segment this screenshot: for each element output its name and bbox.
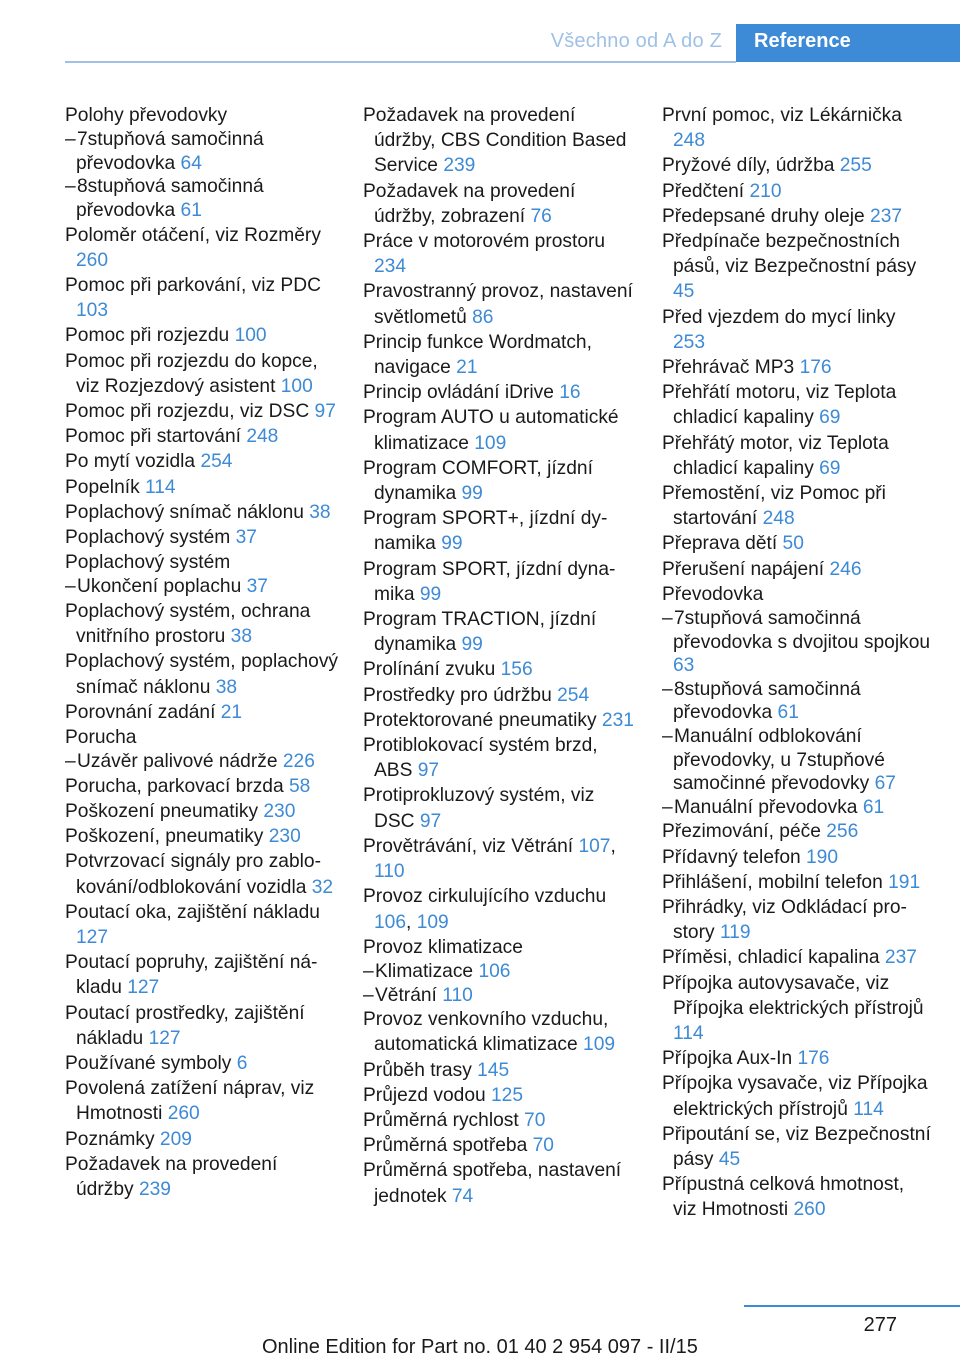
index-column-1 [65, 103, 340, 1202]
page-ref-link[interactable]: 38 [309, 501, 331, 523]
index-entry [662, 229, 932, 305]
index-entry [65, 273, 340, 323]
entry-term: Poutací popruhy, zajištění nákladu [65, 952, 318, 999]
index-entry [662, 819, 932, 844]
entry-term: Předepsané druhy oleje [662, 205, 865, 227]
page-ref-link[interactable]: 50 [782, 533, 804, 555]
index-entry [662, 945, 932, 970]
index-entry [662, 431, 932, 481]
page-ref-link[interactable]: 37 [246, 576, 268, 598]
entry-term: Program SPORT+, jízdní dynamika [363, 508, 608, 555]
entry-term: Manuální odblokování převodovky, u 7stupňové samočinné převodovky [673, 726, 885, 795]
index-entry [65, 1001, 340, 1051]
index-entry [662, 582, 932, 607]
page-ref-link[interactable]: 45 [718, 1149, 741, 1171]
page-ref-link[interactable]: 37 [235, 527, 257, 549]
page-ref-link[interactable]: 107 [578, 835, 611, 857]
page-ref-link[interactable]: 237 [870, 205, 903, 227]
entry-term: Protiblokovací systém brzd, ABS [363, 735, 598, 782]
entry-term: Převodovka [662, 583, 764, 605]
entry-term: Používané symboly [65, 1053, 232, 1075]
index-entry [662, 380, 932, 430]
entry-term: Přehřátí motoru, viz Teplota chladicí kapaliny [662, 382, 897, 429]
page-ref-link[interactable]: 97 [314, 401, 336, 422]
page-ref-link[interactable]: 109 [474, 432, 507, 454]
page-ref-link[interactable]: 260 [167, 1103, 200, 1125]
entry-term: Pryžové díly, údržba [662, 155, 835, 177]
dash-marker: – [662, 608, 673, 630]
page-ref-link[interactable]: 61 [862, 796, 885, 818]
index-subentry [662, 607, 932, 678]
entry-term: Přihrádky, viz Odkládací prostory [662, 897, 907, 944]
page-ref-link[interactable]: 125 [491, 1084, 524, 1106]
entry-term: Porucha [65, 727, 137, 749]
index-entry [662, 531, 932, 556]
page-ref-link[interactable]: 127 [127, 977, 160, 999]
entry-term: Povolená zatížení náprav, viz Hmotnosti [65, 1078, 315, 1125]
page-ref-link[interactable]: 110 [374, 861, 405, 883]
index-entry [363, 405, 638, 455]
index-subentry [65, 175, 340, 222]
page-ref-link[interactable]: 253 [673, 331, 706, 353]
entry-term: Poplachový snímač náklonu [65, 501, 304, 523]
index-entry [662, 1071, 932, 1121]
index-entry [662, 355, 932, 380]
page-ref-link[interactable]: 6 [236, 1053, 248, 1075]
entry-term: Požadavek na provedení údržby [65, 1153, 278, 1201]
entry-term: Příměsi, chladicí kapalina [662, 947, 880, 969]
entry-term: Provoz venkovního vzduchu, automatická klimatizace [363, 1009, 609, 1056]
index-entry [65, 550, 340, 575]
entry-term: Poplachový systém [65, 527, 231, 549]
page-ref-link[interactable]: 127 [148, 1027, 181, 1049]
index-subentry [662, 725, 932, 796]
entry-term: Poznámky [65, 1128, 155, 1150]
dash-marker: – [65, 129, 76, 151]
page-ref-link[interactable]: 21 [220, 701, 243, 723]
index-entry [662, 179, 932, 204]
dash-marker: – [65, 576, 76, 598]
index-entry [65, 599, 340, 649]
page-ref-link[interactable]: 99 [419, 583, 442, 605]
index-entry [363, 708, 638, 733]
page-ref-link[interactable]: 45 [673, 281, 695, 303]
page-ref-link[interactable]: 254 [557, 684, 590, 706]
index-entry [65, 824, 340, 849]
index-entry [363, 1007, 638, 1057]
page-ref-link[interactable]: 210 [749, 180, 782, 202]
entry-term: Uzávěr palivové nádrže [77, 751, 278, 773]
index-entry [363, 683, 638, 708]
index-entry [65, 500, 340, 525]
index-entry [363, 279, 638, 329]
page-ref-link[interactable]: 61 [180, 199, 202, 221]
index-entry [662, 204, 932, 229]
page-ref-link[interactable]: 100 [234, 325, 267, 347]
entry-term: Přípojka vysavače, viz Přípojka elektrických přístrojů [662, 1073, 928, 1120]
index-entry [65, 774, 340, 799]
entry-term: Ukončení poplachu [77, 576, 242, 598]
index-entry [363, 1058, 638, 1083]
page-header [0, 0, 960, 64]
entry-term: Protiprokluzový systém, viz DSC [363, 785, 595, 832]
index-entry [363, 733, 638, 783]
page-ref-link[interactable]: 100 [280, 375, 313, 397]
page-ref-link[interactable]: 76 [530, 205, 552, 227]
index-entry [65, 649, 340, 699]
entry-term: Poplachový systém, poplachový snímač náklonu [65, 651, 339, 698]
entry-term: Pomoc při startování [65, 426, 241, 448]
page-ref-link[interactable]: 106 [478, 960, 511, 982]
index-entry [363, 884, 638, 934]
entry-term: Přehřátý motor, viz Teplota chladicí kapaliny [662, 432, 889, 479]
entry-term: Klimatizace [375, 960, 474, 982]
index-entry [363, 330, 638, 380]
entry-term: Program AUTO u automatické klimatizace [363, 407, 619, 454]
index-entry [662, 870, 932, 895]
index-entry [363, 607, 638, 657]
entry-term: Poplachový systém, ochrana vnitřního prostoru [65, 601, 311, 648]
header-rule [65, 61, 736, 63]
entry-term: Pomoc při rozjezdu [65, 325, 230, 347]
index-entry [363, 935, 638, 960]
entry-term: Program SPORT, jízdní dynamika [363, 558, 616, 605]
page-ref-link[interactable]: 127 [76, 927, 109, 949]
dash-marker: – [363, 960, 374, 982]
entry-term: Práce v motorovém prostoru [363, 231, 606, 253]
page-ref-link[interactable]: 67 [874, 773, 896, 795]
entry-term: Přípojka Aux-In [662, 1048, 793, 1070]
index-entry [662, 971, 932, 1047]
entry-term: Poutací prostředky, zajištění nákladu [65, 1002, 305, 1049]
entry-term: Přemostění, viz Pomoc při startování [662, 483, 886, 530]
entry-term: Po mytí vozidla [65, 451, 196, 473]
entry-term: Princip funkce Wordmatch, navigace [363, 331, 592, 379]
page-number: 277 [863, 1314, 897, 1336]
entry-term: Požadavek na provedení údržby, CBS Condition Based Service [363, 105, 627, 177]
chapter-tab: Reference [736, 24, 960, 62]
entry-term: Poškození, pneumatiky [65, 826, 264, 848]
entry-term: 7stupňová samočinná převodovka [76, 129, 264, 174]
entry-term: Princip ovládání iDrive [363, 382, 554, 404]
index-entry [65, 525, 340, 550]
index-entry [65, 1152, 340, 1202]
index-entry [363, 1158, 638, 1208]
index-entry [65, 223, 340, 273]
index-entry [363, 229, 638, 279]
entry-term: Pomoc při rozjezdu do kopce, viz Rozjezdový asistent [65, 350, 318, 397]
entry-term: Pomoc při rozjezdu, viz DSC [65, 401, 310, 422]
page-ref-link[interactable]: 114 [853, 1098, 884, 1120]
page-ref-link[interactable]: 248 [673, 130, 706, 152]
index-entry [363, 834, 638, 884]
entry-term: Průjezd vodou [363, 1084, 486, 1106]
entry-term: Přídavný telefon [662, 846, 801, 868]
entry-term: Prolínání zvuku [363, 659, 496, 681]
index-entry [662, 103, 932, 153]
page-ref-link[interactable]: 176 [799, 357, 832, 379]
index-entry [363, 657, 638, 682]
entry-term: Průměrná spotřeba, nastavení jednotek [363, 1160, 622, 1207]
page-ref-link[interactable]: 103 [76, 300, 109, 322]
index-entry [662, 305, 932, 355]
page-ref-link[interactable]: 190 [806, 846, 839, 868]
entry-term: Předčtení [662, 180, 745, 202]
entry-term: Průměrná rychlost [363, 1109, 519, 1131]
index-entry [65, 475, 340, 500]
index-entry [65, 103, 340, 128]
page-ref-link[interactable]: 110 [442, 984, 473, 1006]
page-ref-link[interactable]: 69 [819, 457, 841, 479]
entry-term: Porovnání zadání [65, 701, 216, 723]
page-ref-link[interactable]: 255 [839, 155, 872, 177]
page-ref-link[interactable]: 248 [762, 508, 795, 530]
index-entry [65, 725, 340, 750]
index-entry [363, 557, 638, 607]
page-ref-link[interactable]: 256 [826, 821, 859, 843]
index-entry [662, 845, 932, 870]
entry-term: Přihlášení, mobilní telefon [662, 871, 883, 893]
edition-note: Online Edition for Part no. 01 40 2 954 097 - II/15 [262, 1336, 698, 1358]
index-entry [363, 380, 638, 405]
index-entry [662, 1122, 932, 1172]
entry-term: Připoutání se, viz Bezpečnostní pásy [662, 1123, 931, 1171]
page-ref-link[interactable]: 16 [559, 382, 581, 404]
index-entry [65, 849, 340, 899]
index-subentry [662, 678, 932, 725]
entry-term: Poškození pneumatiky [65, 801, 259, 823]
index-entry [662, 1046, 932, 1071]
page-ref-link[interactable]: 70 [532, 1135, 554, 1157]
entry-term: Přehrávač MP3 [662, 357, 795, 379]
page-separator: , [610, 835, 616, 857]
dash-marker: – [65, 751, 76, 773]
entry-term: Program COMFORT, jízdní dynamika [363, 457, 593, 505]
entry-term: Průběh trasy [363, 1059, 472, 1081]
page-ref-link[interactable]: 99 [461, 483, 483, 505]
page-ref-link[interactable]: 209 [159, 1128, 192, 1150]
index-entry [65, 323, 340, 348]
entry-term: Poutací oka, zajištění nákladu [65, 901, 320, 923]
entry-term: Přezimování, péče [662, 821, 821, 843]
index-entry [65, 950, 340, 1000]
entry-term: Poplachový systém [65, 552, 231, 574]
page-ref-link[interactable]: 230 [263, 801, 296, 823]
page-ref-link[interactable]: 106 [374, 911, 407, 933]
page-ref-link[interactable]: 119 [719, 922, 751, 944]
index-entry [363, 1083, 638, 1108]
entry-term: Přípustná celková hmotnost, viz Hmotnosti [662, 1174, 905, 1221]
entry-term: Přípojka autovysavače, viz Přípojka elektrických přístrojů [662, 972, 924, 1019]
page-ref-link[interactable]: 237 [884, 947, 917, 969]
entry-term: 8stupňová samočinná převodovka [673, 678, 861, 724]
page-separator: , [406, 911, 412, 933]
entry-term: Program TRACTION, jízdní dynamika [363, 609, 597, 656]
index-subentry [363, 960, 638, 984]
index-entry [65, 424, 340, 449]
index-entry [662, 895, 932, 945]
entry-term: Přerušení napájení [662, 558, 825, 580]
index-entry [363, 456, 638, 506]
index-entry [662, 1172, 932, 1222]
page-ref-link[interactable]: 64 [180, 152, 202, 174]
index-column-2 [363, 103, 638, 1209]
index-entry [65, 399, 340, 424]
entry-term: Potvrzovací signály pro zablokování/odblokování vozidla [65, 851, 321, 898]
dash-marker: – [363, 984, 374, 1006]
page-ref-link[interactable]: 74 [451, 1185, 474, 1207]
entry-term: Přeprava dětí [662, 533, 778, 555]
index-subentry [65, 128, 340, 175]
entry-term: Protektorované pneumatiky [363, 709, 597, 731]
page-ref-link[interactable]: 69 [819, 407, 841, 429]
entry-term: Polohy převodovky [65, 105, 228, 126]
entry-term: Průměrná spotřeba [363, 1135, 528, 1157]
entry-term: Provoz klimatizace [363, 936, 523, 958]
page-ref-link[interactable]: 58 [289, 775, 311, 797]
page-ref-link[interactable]: 191 [888, 871, 921, 893]
index-entry [363, 103, 638, 179]
page-ref-link[interactable]: 38 [230, 626, 252, 648]
page-ref-link[interactable]: 32 [311, 876, 334, 898]
entry-term: Požadavek na provedení údržby, zobrazení [363, 180, 576, 227]
entry-term: Předpínače bezpečnostních pásů, viz Bezpečnostní pásy [662, 231, 917, 278]
page-ref-link[interactable]: 254 [200, 451, 233, 473]
page-ref-link[interactable]: 260 [793, 1199, 826, 1221]
page-ref-link[interactable]: 61 [777, 702, 799, 724]
index-entry [65, 700, 340, 725]
index-subentry [65, 575, 340, 599]
page-ref-link[interactable]: 114 [145, 476, 176, 498]
index-entry [65, 1051, 340, 1076]
entry-term: Pomoc při parkování, viz PDC [65, 274, 321, 296]
index-entry [363, 1108, 638, 1133]
index-entry [662, 153, 932, 178]
section-title: Všechno od A do Z [550, 30, 722, 52]
entry-term: Popelník [65, 476, 140, 498]
page-ref-link[interactable]: 99 [461, 634, 483, 656]
page-ref-link[interactable]: 97 [419, 810, 442, 832]
page-ref-link[interactable]: 230 [268, 826, 301, 848]
index-entry [65, 449, 340, 474]
page-ref-link[interactable]: 239 [443, 155, 476, 177]
index-entry [65, 1127, 340, 1152]
dash-marker: – [65, 176, 76, 198]
index-entry [363, 179, 638, 229]
index-entry [363, 1133, 638, 1158]
dash-marker: – [662, 726, 673, 748]
page-ref-link[interactable]: 234 [374, 256, 407, 278]
index-subentry [65, 750, 340, 774]
entry-term: Provětrávání, viz Větrání [363, 835, 574, 857]
page-ref-link[interactable]: 21 [456, 357, 478, 379]
page-ref-link[interactable]: 97 [417, 760, 440, 782]
page-ref-link[interactable]: 231 [601, 709, 634, 731]
page-ref-link[interactable]: 145 [477, 1059, 510, 1081]
index-subentry [662, 796, 932, 820]
page-ref-link[interactable]: 239 [138, 1179, 171, 1201]
page-ref-link[interactable]: 63 [673, 655, 695, 677]
index-entry [65, 799, 340, 824]
page-ref-link[interactable]: 176 [797, 1048, 830, 1070]
entry-term: Provoz cirkulujícího vzduchu [363, 886, 607, 908]
page-ref-link[interactable]: 99 [441, 533, 463, 555]
index-subentry [363, 984, 638, 1008]
entry-term: Poloměr otáčení, viz Rozměry [65, 224, 321, 246]
index-entry [662, 481, 932, 531]
page-ref-link[interactable]: 246 [829, 558, 862, 580]
entry-term: První pomoc, viz Lékárnička [662, 105, 902, 126]
index-column-3 [662, 103, 932, 1223]
page-ref-link[interactable]: 38 [215, 676, 238, 698]
entry-term: Pravostranný provoz, nastavení světlometů [363, 281, 633, 328]
dash-marker: – [662, 796, 673, 818]
page-ref-link[interactable]: 109 [583, 1034, 616, 1056]
entry-term: Větrání [375, 984, 437, 1006]
dash-marker: – [662, 678, 673, 700]
entry-term: Porucha, parkovací brzda [65, 775, 284, 797]
page-ref-link[interactable]: 156 [500, 659, 533, 681]
page-ref-link[interactable]: 260 [76, 249, 109, 271]
entry-term: Prostředky pro údržbu [363, 684, 552, 706]
entry-term: 7stupňová samočinná převodovka s dvojitou spojkou [673, 608, 931, 653]
index-entry [363, 506, 638, 556]
page-ref-link[interactable]: 70 [524, 1109, 546, 1131]
footer-rule [744, 1305, 960, 1307]
page-ref-link[interactable]: 109 [416, 911, 449, 933]
page-ref-link[interactable]: 86 [472, 306, 494, 328]
page-ref-link[interactable]: 248 [246, 426, 279, 448]
entry-term: 8stupňová samočinná převodovka [76, 176, 264, 221]
page-ref-link[interactable]: 226 [282, 751, 315, 773]
index-entry [65, 349, 340, 399]
index-entry [65, 900, 340, 950]
entry-term: Před vjezdem do mycí linky [662, 306, 896, 328]
page-ref-link[interactable]: 114 [673, 1023, 704, 1045]
entry-term: Manuální převodovka [674, 796, 858, 818]
index-entry [65, 1076, 340, 1126]
index-entry [363, 783, 638, 833]
index-entry [662, 557, 932, 582]
